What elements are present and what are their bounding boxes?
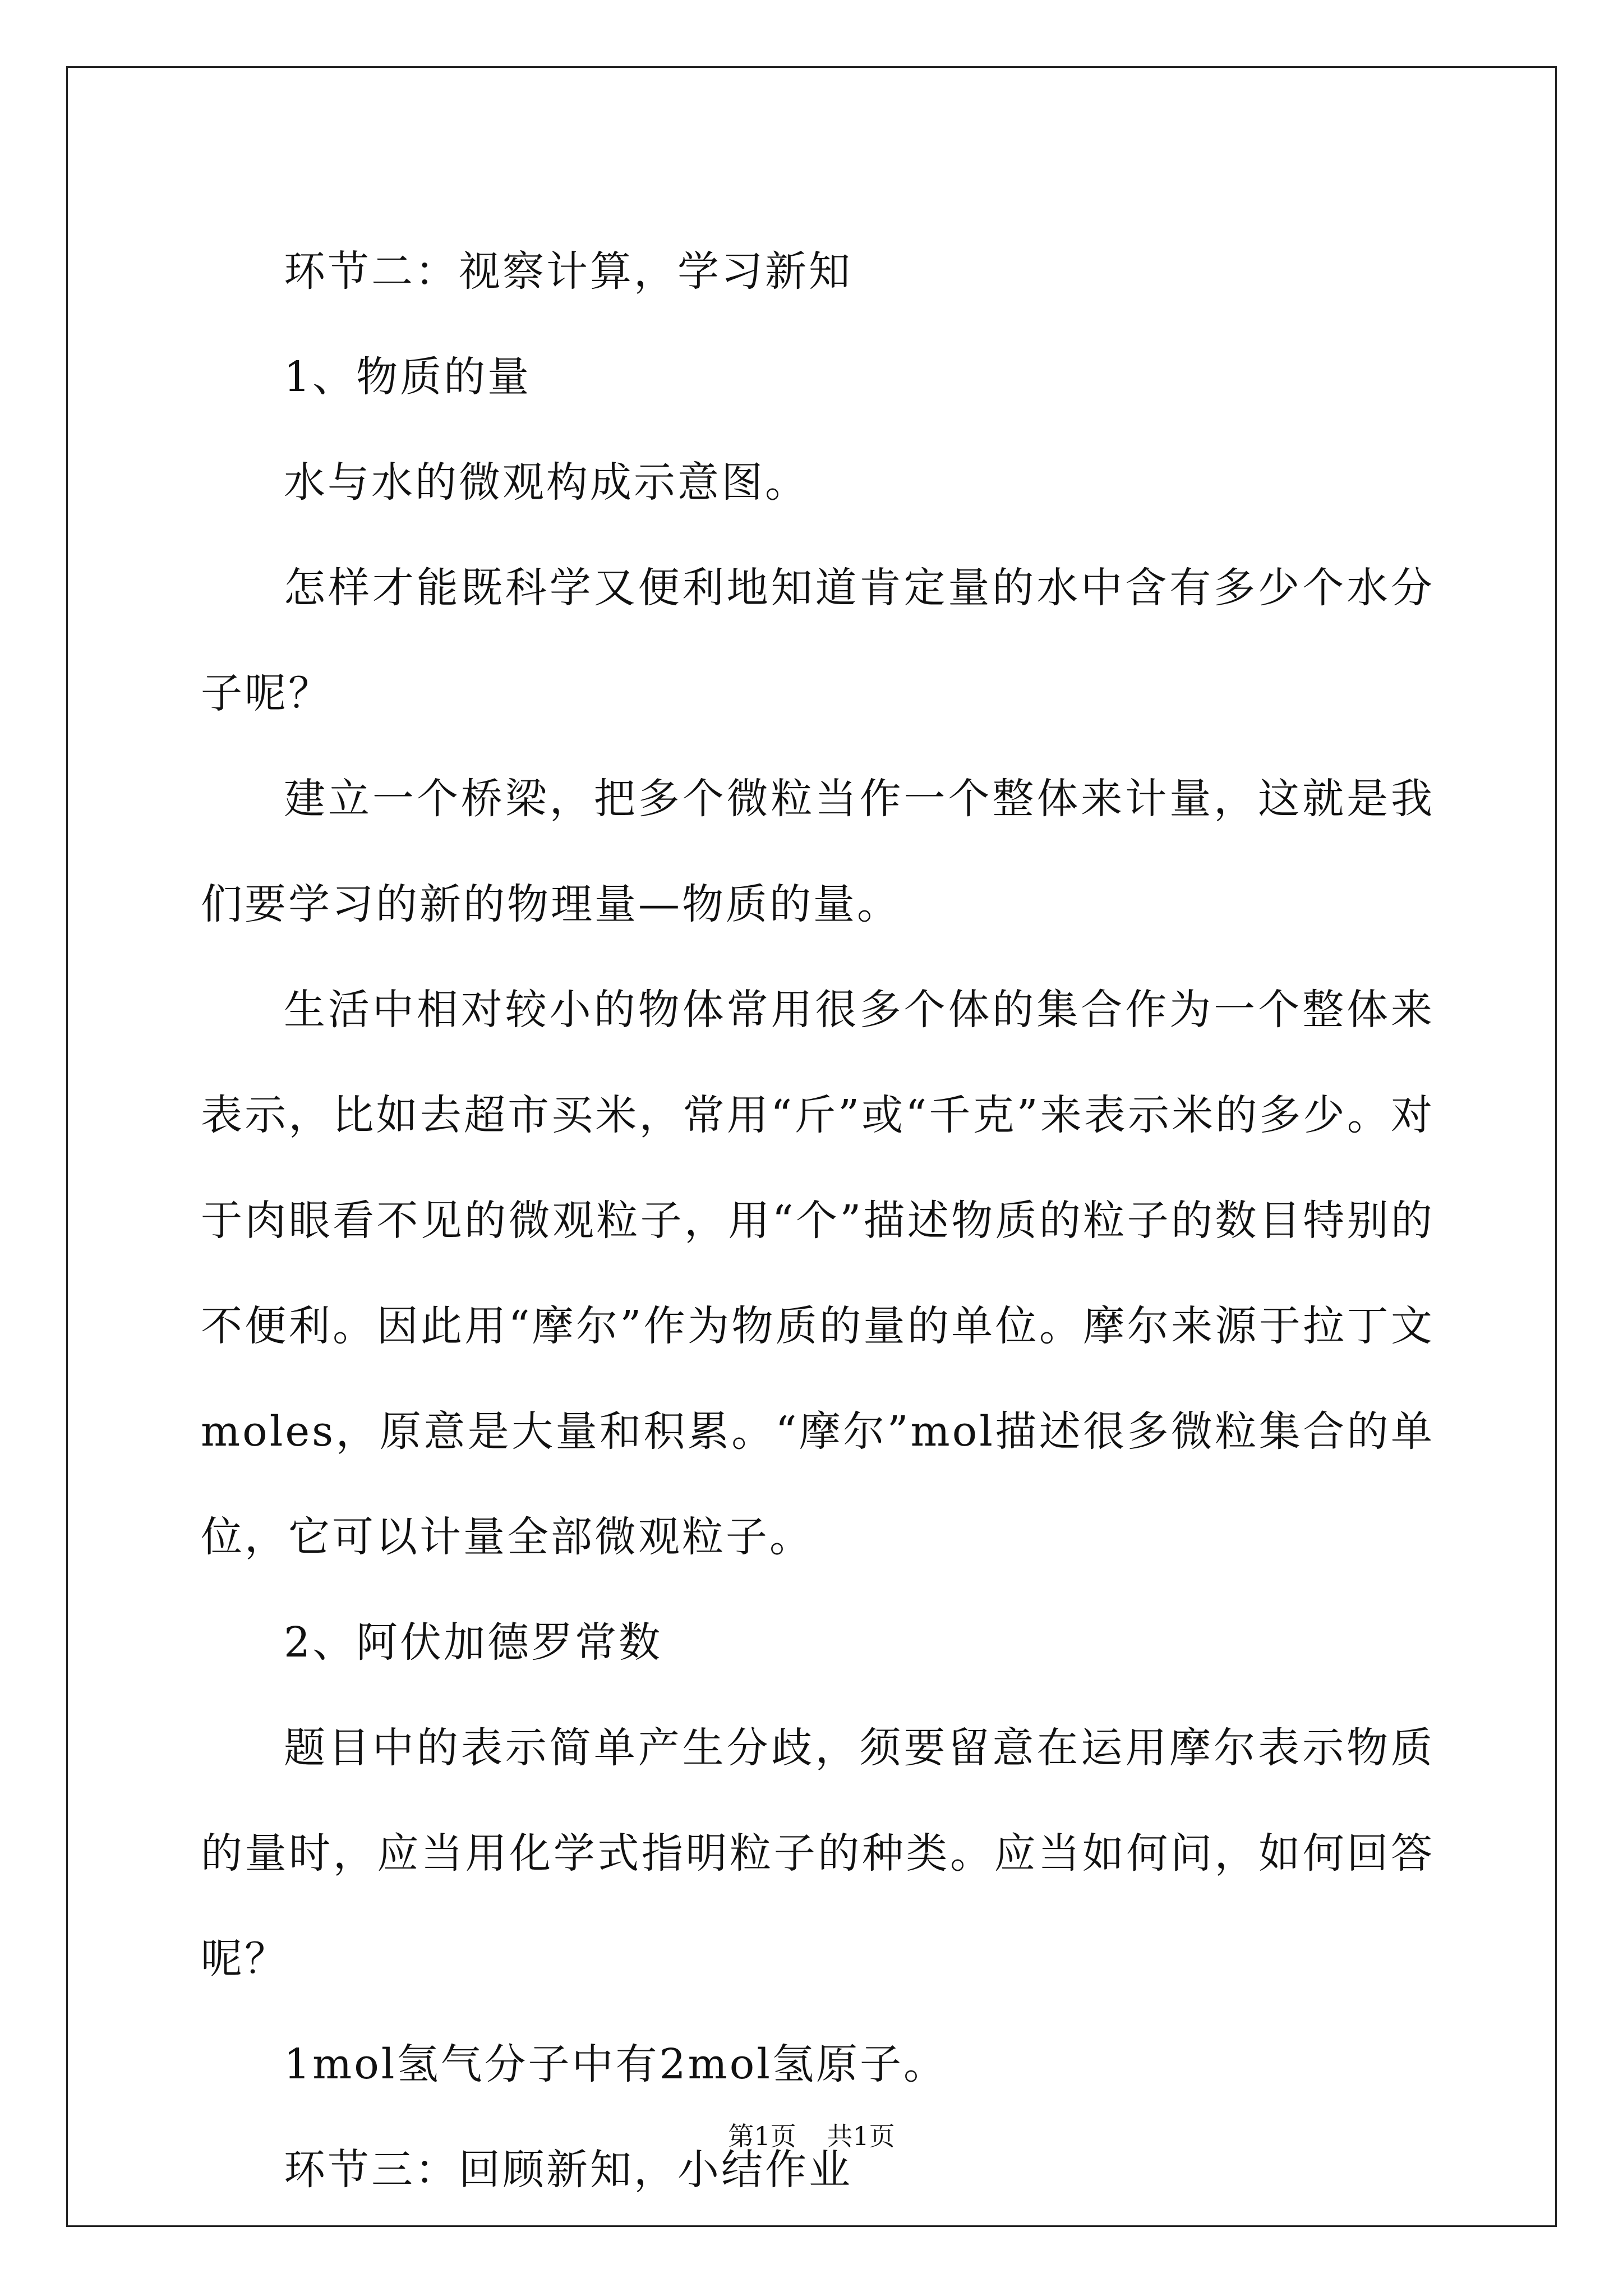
section-heading-3: 环节三：回顾新知，小结作业 (284, 2146, 852, 2194)
paragraph-bridge: 建立一个桥梁，把多个微粒当作一个整体来计量，这就是我们要学习的新的物理量—物质的量。 (201, 775, 1435, 928)
subheading-amount-of-substance: 1、物质的量 (284, 353, 532, 401)
document-body (201, 219, 1435, 2223)
paragraph-hydrogen: 1mol氢气分子中有2mol氢原子。 (284, 2040, 947, 2088)
page-total: 共1页 (827, 2121, 895, 2151)
page-footer (0, 2116, 1623, 2153)
paragraph-chemical-formula: 题目中的表示简单产生分歧，须要留意在运用摩尔表示物质的量时，应当用化学式指明粒子的种类。应当如何问，如何回答呢？ (201, 1724, 1435, 1983)
subheading-avogadro: 2、阿伏加德罗常数 (284, 1618, 663, 1667)
page-number: 第1页 (728, 2121, 796, 2151)
paragraph-question: 怎样才能既科学又便利地知道肯定量的水中含有多少个水分子呢？ (201, 564, 1435, 717)
paragraph-water-diagram: 水与水的微观构成示意图。 (284, 458, 809, 507)
section-heading-2: 环节二：视察计算，学习新知 (284, 247, 852, 296)
paragraph-mole-explanation: 生活中相对较小的物体常用很多个体的集合作为一个整体来表示，比如去超市买米，常用“斤”或“千克”来表示米的多少。对于肉眼看不见的微观粒子，用“个”描述物质的粒子的数目特别的不便利。因此用“摩尔”作为物质的量的单位。摩尔来源于拉丁文moles，原意是大量和积累。“摩尔”mol描述很多微粒集合的单位，它可以计量全部微观粒子。 (201, 986, 1435, 1561)
